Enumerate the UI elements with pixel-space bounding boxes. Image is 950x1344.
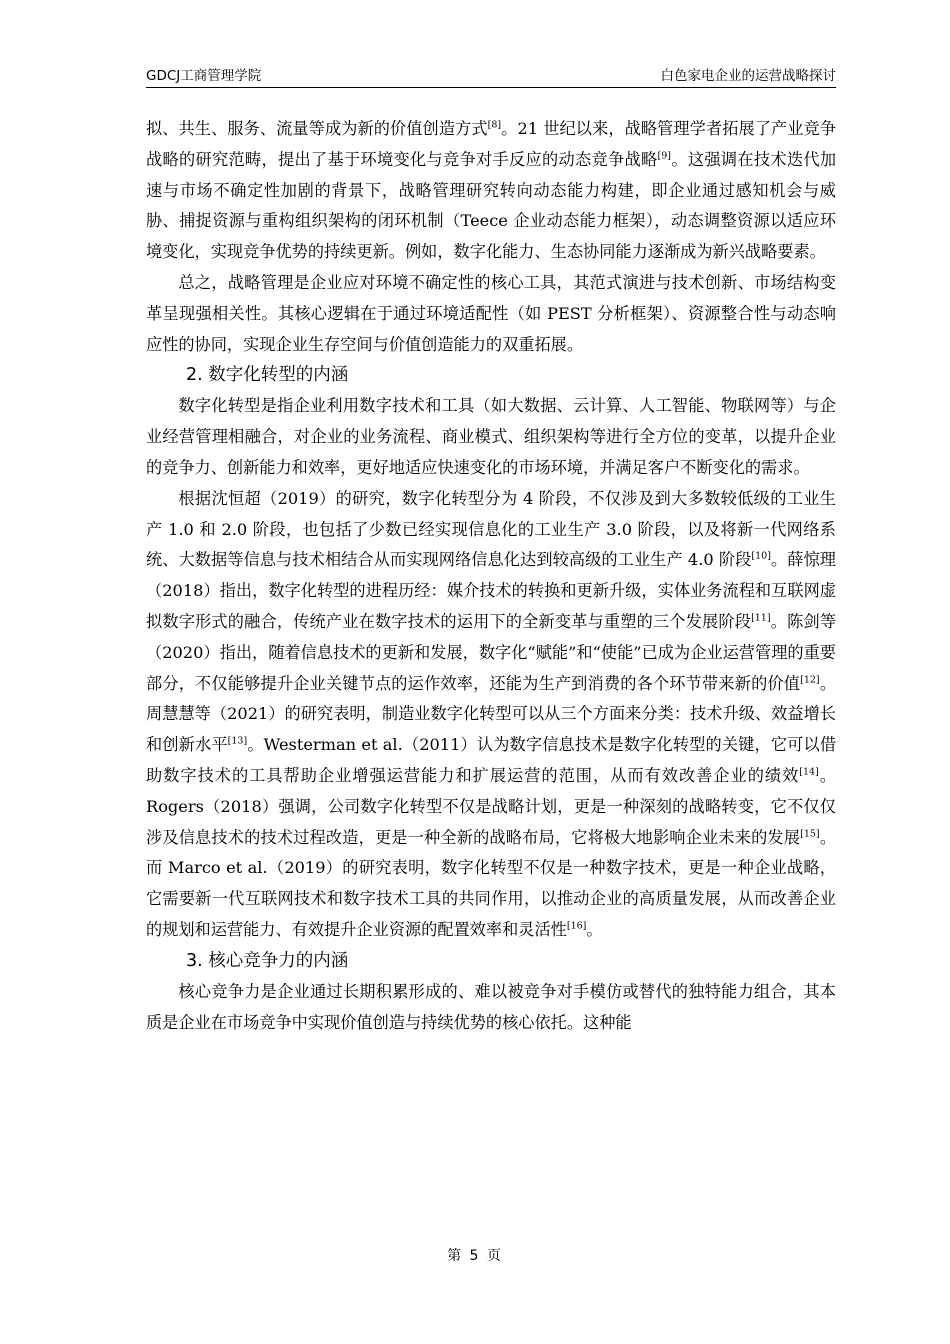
section-heading: 3. 核心竞争力的内涵 bbox=[186, 950, 349, 971]
header-institution: GDCJ工商管理学院 bbox=[146, 68, 262, 84]
page-header bbox=[146, 64, 836, 86]
citation: [10] bbox=[751, 550, 771, 562]
section-heading: 2. 数字化转型的内涵 bbox=[186, 365, 349, 386]
header-divider bbox=[146, 87, 836, 88]
body-text bbox=[146, 114, 836, 1038]
citation: [16] bbox=[566, 920, 587, 932]
page-number: 第 5 页 bbox=[447, 1248, 503, 1264]
citation: [8] bbox=[487, 119, 502, 131]
header-title: 白色家电企业的运营战略探讨 bbox=[660, 68, 836, 84]
citation: [11] bbox=[751, 612, 771, 624]
paragraph: 核心竞争力是企业通过长期积累形成的、难以被竞争对手模仿或替代的独特能力组合，其本质是企业在市场竞争中实现价值创造与持续优势的核心依托。这种能 bbox=[146, 981, 836, 1032]
citation: [13] bbox=[227, 735, 248, 747]
paragraph: 数字化转型是指企业利用数字技术和工具（如大数据、云计算、人工智能、物联网等）与企业经营管理相融合，对企业的业务流程、商业模式、组织架构等进行全方位的变革，以提升企业的竞争力、创新能力和效率，更好地适应快速变化的市场环境，并满足客户不断变化的需求。 bbox=[146, 396, 836, 477]
citation: [15] bbox=[800, 828, 820, 840]
citation: [9] bbox=[657, 150, 671, 162]
paragraph: 拟、共生、服务、流量等成为新的价值创造方式[8]。21 世纪以来，战略管理学者拓展了产业竞争战略的研究范畴，提出了基于环境变化与竞争对手反应的动态竞争战略[9]。这强调在技术迭代加速与市场不确定性加剧的背景下，战略管理研究转向动态能力构建，即企业通过感知机会与威胁、捕捉资源与重构组织架构的闭环机制（Teece 企业动态能力框架），动态调整资源以适应环境变化，实现竞争优势的持续更新。例如，数字化能力、生态协同能力逐渐成为新兴战略要素。 bbox=[146, 119, 837, 262]
citation: [14] bbox=[799, 766, 819, 778]
citation: [12] bbox=[800, 674, 820, 686]
paragraph: 总之，战略管理是企业应对环境不确定性的核心工具，其范式演进与技术创新、市场结构变革呈现强相关性。其核心逻辑在于通过环境适配性（如 PEST 分析框架）、资源整合性与动态响应性的协同，实现企业生存空间与价值创造能力的双重拓展。 bbox=[146, 272, 836, 354]
paragraph: 根据沈恒超（2019）的研究，数字化转型分为 4 阶段，不仅涉及到大多数较低级的工业生产 1.0 和 2.0 阶段，也包括了少数已经实现信息化的工业生产 3.0 阶段，以及将新一代网络系统、大数据等信息与技术相结合从而实现网络信息化达到较高级的工业生产 4.0 阶段[10]。薛惊理（2018）指出，数字化转型的进程历经：媒介技术的转换和更新升级，实体业务流程和互联网虚拟数字形式的融合，传统产业在数字技术的运用下的全新变革与重塑的三个发展阶段[11]。陈剑等（2020）指出，随着信息技术的更新和发展，数字化“赋能”和“使能”已成为企业运营管理的重要部分，不仅能够提升企业关键节点的运作效率，还能为生产到消费的各个环节带来新的价值[12]。周慧慧等（2021）的研究表明，制造业数字化转型可以从三个方面来分类：技术升级、效益增长和创新水平[13]。Westerman et al.（2011）认为数字信息技术是数字化转型的关键，它可以借助数字技术的工具帮助企业增强运营能力和扩展运营的范围，从而有效改善企业的绩效[14]。Rogers（2018）强调，公司数字化转型不仅是战略计划，更是一种深刻的战略转变，它不仅仅涉及信息技术的技术过程改造，更是一种全新的战略布局，它将极大地影响企业未来的发展[15]。而 Marco et al.（2019）的研究表明，数字化转型不仅是一种数字技术，更是一种企业战略，它需要新一代互联网技术和数字技术工具的共同作用，以推动企业的高质量发展，从而改善企业的规划和运营能力、有效提升企业资源的配置效率和灵活性[16]。 bbox=[146, 488, 837, 939]
